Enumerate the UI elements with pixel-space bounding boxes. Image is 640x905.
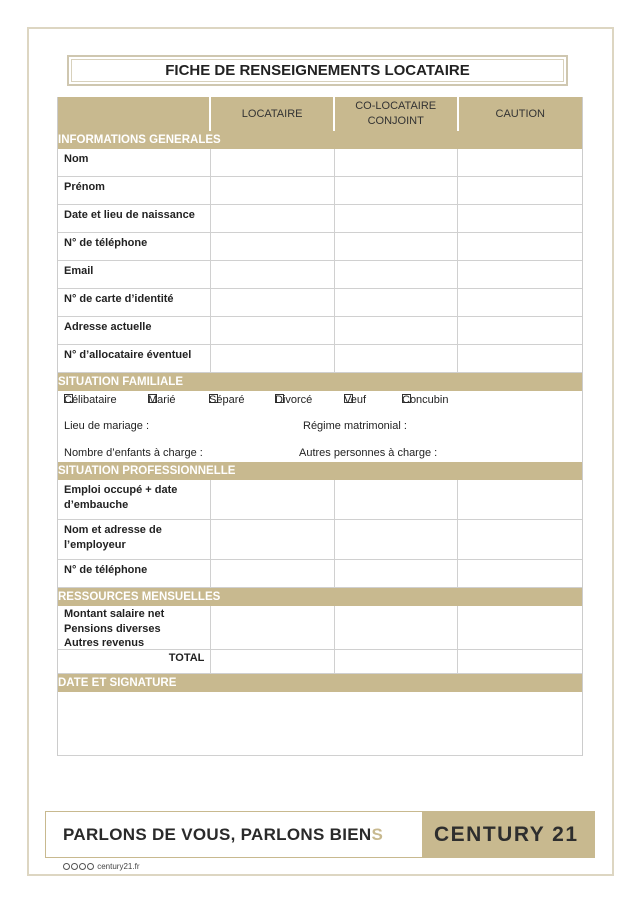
footer-banner — [45, 811, 595, 858]
input-cell[interactable] — [458, 650, 582, 673]
input-cell[interactable] — [211, 317, 335, 344]
header-empty — [58, 97, 211, 131]
input-cell[interactable] — [211, 520, 335, 559]
input-cell[interactable] — [335, 149, 459, 176]
input-cell[interactable] — [458, 606, 582, 649]
section-family: SITUATION FAMILIALE — [58, 373, 582, 391]
table-row — [58, 261, 582, 289]
form-table — [57, 97, 583, 756]
table-row — [58, 520, 582, 560]
input-cell[interactable] — [458, 317, 582, 344]
row-label: Nom et adresse de l’employeur — [58, 520, 211, 559]
row-label: Date et lieu de naissance — [58, 205, 211, 232]
youtube-icon[interactable] — [79, 863, 86, 870]
table-row — [58, 345, 582, 373]
resources-row — [58, 606, 582, 650]
facebook-icon[interactable] — [63, 863, 70, 870]
input-cell[interactable] — [211, 289, 335, 316]
input-cell[interactable] — [211, 606, 335, 649]
input-cell[interactable] — [458, 560, 582, 587]
input-cell[interactable] — [211, 480, 335, 519]
header-locataire: LOCATAIRE — [211, 97, 335, 131]
table-row — [58, 233, 582, 261]
slogan-text: PARLONS DE VOUS, PARLONS BIEN — [63, 825, 372, 844]
input-cell[interactable] — [335, 261, 459, 288]
row-label: Email — [58, 261, 211, 288]
input-cell[interactable] — [211, 650, 335, 673]
row-label: Prénom — [58, 177, 211, 204]
row-label: N° de téléphone — [58, 233, 211, 260]
slogan-last-letter: S — [371, 825, 384, 844]
checkbox-label: Célibataire — [64, 394, 117, 406]
lieu-mariage-label: Lieu de mariage : — [64, 420, 149, 432]
salaire-label: Montant salaire net — [64, 608, 165, 620]
total-row — [58, 650, 582, 674]
input-cell[interactable] — [211, 261, 335, 288]
input-cell[interactable] — [458, 345, 582, 372]
input-cell[interactable] — [211, 149, 335, 176]
input-cell[interactable] — [458, 520, 582, 559]
table-row — [58, 480, 582, 520]
input-cell[interactable] — [335, 560, 459, 587]
regime-label: Régime matrimonial : — [303, 420, 407, 432]
input-cell[interactable] — [211, 233, 335, 260]
row-label: Nom — [58, 149, 211, 176]
input-cell[interactable] — [335, 177, 459, 204]
section-resources: RESSOURCES MENSUELLES — [58, 588, 582, 606]
section-pro: SITUATION PROFESSIONNELLE — [58, 462, 582, 480]
input-cell[interactable] — [335, 233, 459, 260]
enfants-label: Nombre d’enfants à charge : — [64, 447, 203, 459]
instagram-icon[interactable] — [87, 863, 94, 870]
row-label: N° de téléphone — [58, 560, 211, 587]
input-cell[interactable] — [335, 289, 459, 316]
input-cell[interactable] — [458, 261, 582, 288]
brand-logo: CENTURY 21 — [422, 812, 594, 857]
input-cell[interactable] — [335, 650, 459, 673]
autres-personnes-label: Autres personnes à charge : — [299, 447, 438, 459]
table-row — [58, 317, 582, 345]
input-cell[interactable] — [335, 345, 459, 372]
input-cell[interactable] — [458, 480, 582, 519]
input-cell[interactable] — [458, 289, 582, 316]
table-header — [58, 97, 582, 131]
table-row — [58, 177, 582, 205]
checkbox-label: Marié — [148, 394, 176, 406]
row-label: Adresse actuelle — [58, 317, 211, 344]
input-cell[interactable] — [211, 345, 335, 372]
input-cell[interactable] — [335, 317, 459, 344]
autres-revenus-label: Autres revenus — [64, 637, 145, 649]
row-label: Emploi occupé + date d’embauche — [58, 480, 211, 519]
table-row — [58, 289, 582, 317]
table-row — [58, 205, 582, 233]
section-general: INFORMATIONS GENERALES — [58, 131, 582, 149]
checkbox-label: Veuf — [344, 394, 367, 406]
input-cell[interactable] — [458, 233, 582, 260]
input-cell[interactable] — [458, 149, 582, 176]
input-cell[interactable] — [335, 606, 459, 649]
checkbox-label: Concubin — [402, 394, 449, 406]
pensions-label: Pensions diverses — [64, 622, 161, 635]
input-cell[interactable] — [335, 520, 459, 559]
header-caution: CAUTION — [495, 107, 545, 120]
input-cell[interactable] — [211, 205, 335, 232]
social-links — [63, 862, 139, 871]
twitter-icon[interactable] — [71, 863, 78, 870]
checkbox-label: Séparé — [209, 394, 245, 406]
signature-area[interactable] — [58, 692, 582, 756]
input-cell[interactable] — [458, 177, 582, 204]
page-title: FICHE DE RENSEIGNEMENTS LOCATAIRE — [67, 55, 568, 86]
input-cell[interactable] — [458, 205, 582, 232]
slogan — [46, 812, 422, 857]
row-label: N° d’allocataire éventuel — [58, 345, 211, 372]
table-row — [58, 560, 582, 588]
checkbox-label: Divorcé — [275, 394, 313, 406]
input-cell[interactable] — [211, 560, 335, 587]
row-label: N° de carte d’identité — [58, 289, 211, 316]
website-link[interactable]: century21.fr — [97, 862, 140, 871]
family-block — [58, 391, 582, 462]
table-row — [58, 149, 582, 177]
section-signature: DATE ET SIGNATURE — [58, 674, 582, 692]
header-colocataire: CO-LOCATAIRE CONJOINT — [335, 97, 459, 131]
input-cell[interactable] — [335, 205, 459, 232]
total-label: TOTAL — [58, 650, 211, 673]
input-cell[interactable] — [211, 177, 335, 204]
resources-labels — [58, 606, 211, 649]
input-cell[interactable] — [335, 480, 459, 519]
